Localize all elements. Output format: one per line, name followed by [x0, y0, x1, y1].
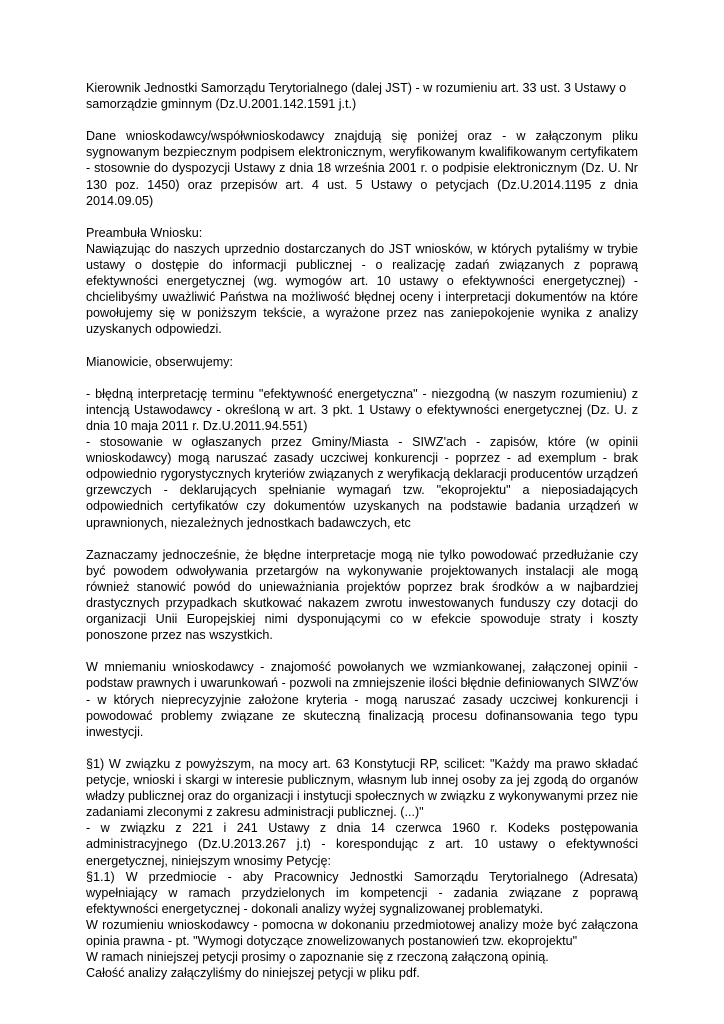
document-page — [86, 80, 638, 997]
observation-item-2: - stosowanie w ogłaszanych przez Gminy/Miasta - SIWZ'ach - zapisów, które (w opinii wnioskodawcy) mogą naruszać zasady uczciwej konkurencji - poprzez - ad exemplum - brak odpowiednio rygorystycznych kryteriów związanych z weryfikacją deklaracji producentów urządzeń grzewczych - deklarujących spełnianie wymagań tzw. "ekoprojektu" a nieposiadających odpowiednich certyfikatów czy dokumentów uzyskanych na podstawie badania urządzeń w uprawnionych, niezależnych jednostkach badawczych, etc — [86, 435, 638, 530]
applicant-opinion-paragraph: W mniemaniu wnioskodawcy - znajomość powołanych we wzmiankowanej, załączonej opinii - podstaw prawnych i uwarunkowań - pozwoli na zmniejszenie ilości błędnie definiowanych SIWZ'ów - w których nieprecyzyjnie założone kryteria - mogą naruszać zasady uczciwej konkurencji i powodować problemy związane ze skuteczną finalizacją procesu dofinansowania tego typu inwestycji. — [86, 660, 638, 739]
petition-legal-opinion: W rozumieniu wnioskodawcy - pomocna w dokonaniu przedmiotowej analizy może być załączona opinia prawna - pt. "Wymogi dotyczące znowelizowanych postanowień tzw. ekoprojektu" — [86, 917, 638, 948]
petition-legal-basis: §1) W związku z powyższym, na mocy art. 63 Konstytucji RP, scilicet: "Każdy ma prawo składać petycje, wnioski i skargi w interesie publicznym, własnym lub innej osoby za jej zgodą do organów władzy publicznej oraz do organizacji i instytucji społecznych w związku z wykonywanymi przez nie zadaniami zleconymi z zakresu administracji publicznej. (...)" — [86, 756, 638, 820]
preamble-heading: Preambuła Wniosku: — [86, 225, 203, 240]
petition-kpa-basis: - w związku z 221 i 241 Ustawy z dnia 14 czerwca 1960 r. Kodeks postępowania administracyjnego (Dz.U.2013.267 j.t) - korespondując z art. 10 ustawy o efektywności energetycznej, niniejszym wnosimy Petycję: — [86, 821, 638, 868]
petition-section — [86, 756, 638, 981]
petition-subject: §1.1) W przedmiocie - aby Pracownicy Jednostki Samorządu Terytorialnego (Adresata) wypełniający w ramach przydzielonych im kompetencji - zadania związane z poprawą efektywności energetycznej - dokonali analizy wyżej sygnalizowanej problematyki. — [86, 869, 638, 916]
preamble-section — [86, 225, 638, 338]
applicant-data-paragraph: Dane wnioskodawcy/współwnioskodawcy znajdują się poniżej oraz - w załączonym pliku sygnowanym bezpiecznym podpisem elektronicznym, weryfikowanym kwalifikowanym certyfikatem - stosownie do dyspozycji Ustawy z dnia 18 września 2001 r. o podpisie elektronicznym (Dz. U. Nr 130 poz. 1450) oraz przepisów art. 4 ust. 5 Ustawy o petycjach (Dz.U.2014.1195 z dnia 2014.09.05) — [86, 129, 638, 208]
petition-request: W ramach niniejszej petycji prosimy o zapoznanie się z rzeczoną załączoną opinią. — [86, 950, 549, 965]
petition-attachment-note: Całość analizy załączyliśmy do niniejszej petycji w pliku pdf. — [86, 966, 420, 981]
observation-item-1: - błędną interpretację terminu "efektywność energetyczna" - niezgodną (w naszym rozumieniu) z intencją Ustawodawcy - określoną w art. 3 pkt. 1 Ustawy o efektywności energetycznej (Dz. U. z dnia 10 maja 2011 r. Dz.U.2011.94.551) — [86, 386, 638, 433]
observations-list — [86, 386, 638, 531]
recipient-paragraph: Kierownik Jednostki Samorządu Terytorialnego (dalej JST) - w rozumieniu art. 33 ust. 3 Ustawy o samorządzie gminnym (Dz.U.2001.142.1591 j.t.) — [86, 81, 627, 112]
preamble-body: Nawiązując do naszych uprzednio dostarczanych do JST wniosków, w których pytaliśmy w trybie ustawy o dostępie do informacji publicznej - o realizację zadań związanych z poprawą efektywności energetycznej (wg. wymogów art. 10 ustawy o efektywności energetycznej) - chcielibyśmy uważliwić Państwa na możliwość błędnej oceny i interpretacji dokumentów na które powołujemy się w poniższym tekście, a wyrażone przez nas zaniepokojenie wynika z analizy uzyskanych odpowiedzi. — [86, 241, 638, 337]
consequences-paragraph: Zaznaczamy jednocześnie, że błędne interpretacje mogą nie tylko powodować przedłużanie czy być powodem odwoływania przetargów na wykonywanie projektowanych instalacji ale mogą również stanowić powód do unieważniania projektów poprzez brak środków a w najbardziej drastycznych przypadkach skutkować nakazem zwrotu inwestowanych funduszy czy dotacji do organizacji Unii Europejskiej nimi dysponującymi co w efekcie spowoduje straty i koszty ponoszone przez nas wszystkich. — [86, 547, 638, 643]
observations-intro: Mianowicie, obserwujemy: — [86, 354, 233, 369]
